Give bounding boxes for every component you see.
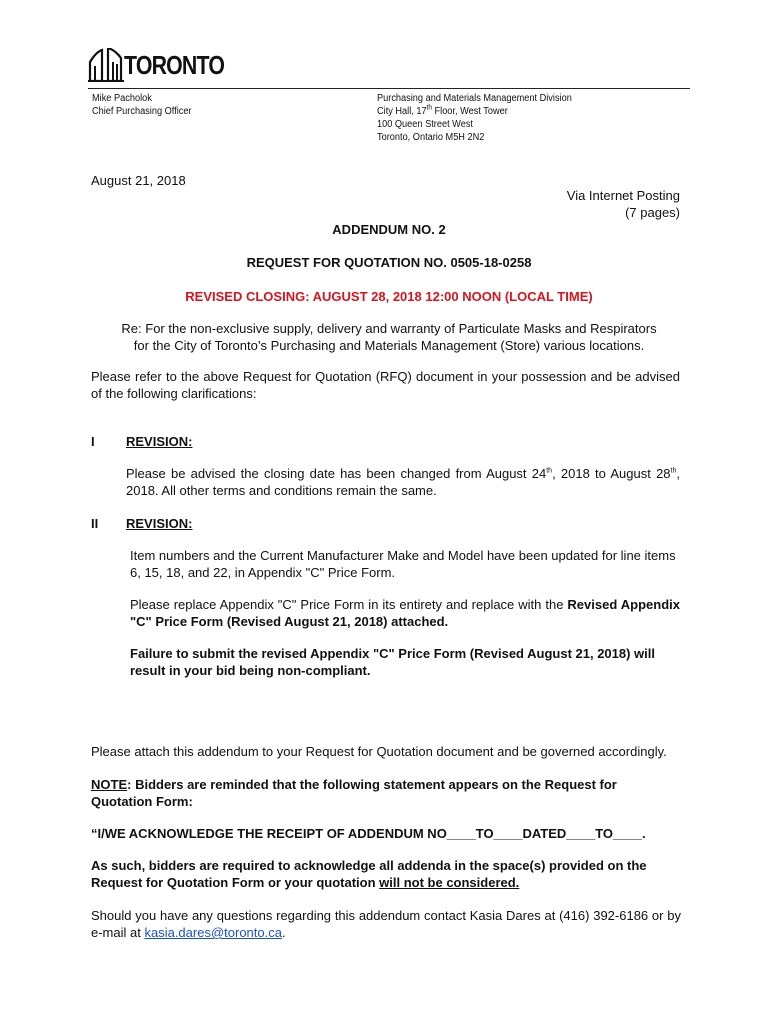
toronto-logo bbox=[88, 48, 225, 84]
sender-title: Chief Purchasing Officer bbox=[92, 106, 192, 117]
acknowledgement-statement: “I/WE ACKNOWLEDGE THE RECEIPT OF ADDENDUM NO____TO____DATED____TO____. bbox=[91, 826, 646, 841]
attach-paragraph: Please attach this addendum to your Request for Quotation document and be governed accordingly. bbox=[91, 744, 667, 759]
email-link[interactable]: kasia.dares@toronto.ca bbox=[144, 925, 282, 940]
contact-paragraph: Should you have any questions regarding this addendum contact Kasia Dares at (416) 392-6186 or by e-mail at kasia.dares@toronto.ca. bbox=[91, 908, 681, 940]
section-heading: REVISION: bbox=[126, 434, 193, 449]
address-line-street: 100 Queen Street West bbox=[377, 119, 473, 130]
sender-block bbox=[92, 92, 192, 118]
item-update-paragraph: Item numbers and the Current Manufacturer Make and Model have been updated for line items 6, 15, 18, and 22, in Appendix "C" Price Form. bbox=[130, 548, 676, 580]
section-numeral: I bbox=[91, 434, 95, 449]
sender-name: Mike Pacholok bbox=[92, 93, 152, 104]
page-count: (7 pages) bbox=[625, 205, 680, 220]
header-rule bbox=[88, 88, 690, 89]
division-name: Purchasing and Materials Management Division bbox=[377, 93, 572, 104]
division-address bbox=[377, 92, 572, 144]
via-posting: Via Internet Posting bbox=[566, 188, 680, 203]
note-paragraph: NOTE: Bidders are reminded that the following statement appears on the Request for Quotation Form: bbox=[91, 777, 617, 809]
revised-closing: REVISED CLOSING: AUGUST 28, 2018 12:00 NOON (LOCAL TIME) bbox=[185, 289, 593, 304]
logo-wordmark: TORONTO bbox=[124, 50, 225, 80]
non-compliance-warning: Failure to submit the revised Appendix "C" Price Form (Revised August 21, 2018) will result in your bid being non-compliant. bbox=[130, 646, 655, 678]
city-hall-logo-icon bbox=[88, 48, 124, 82]
letter-date: August 21, 2018 bbox=[91, 173, 186, 188]
via-block bbox=[567, 187, 680, 221]
section-numeral: II bbox=[91, 516, 99, 531]
acknowledge-requirement: As such, bidders are required to acknowledge all addenda in the space(s) provided on the Request for Quotation Form or your quotation will not be considered. bbox=[91, 858, 647, 890]
addendum-title: ADDENDUM NO. 2 bbox=[332, 222, 446, 237]
rfq-title: REQUEST FOR QUOTATION NO. 0505-18-0258 bbox=[246, 255, 532, 270]
subject-line-2: for the City of Toronto’s Purchasing and Materials Management (Store) various locations. bbox=[133, 338, 645, 353]
replace-appendix-paragraph: Please replace Appendix "C" Price Form in its entirety and replace with the Revised Appendix "C" Price Form (Revised August 21, 2018) attached. bbox=[130, 597, 681, 629]
intro-paragraph: Please refer to the above Request for Quotation (RFQ) document in your possession and be advised of the following clarifications: bbox=[91, 369, 680, 401]
address-line-building: City Hall, 17th Floor, West Tower bbox=[377, 104, 508, 117]
address-line-city: Toronto, Ontario M5H 2N2 bbox=[377, 132, 485, 143]
section-heading: REVISION: bbox=[126, 516, 193, 531]
subject-line-1: Re: For the non-exclusive supply, delivery and warranty of Particulate Masks and Respirators bbox=[121, 321, 657, 336]
subject-block bbox=[80, 320, 698, 354]
closing-date-paragraph: Please be advised the closing date has been changed from August 24th, 2018 to August 28th, 2018. All other terms and conditions remain the same. bbox=[126, 466, 681, 498]
